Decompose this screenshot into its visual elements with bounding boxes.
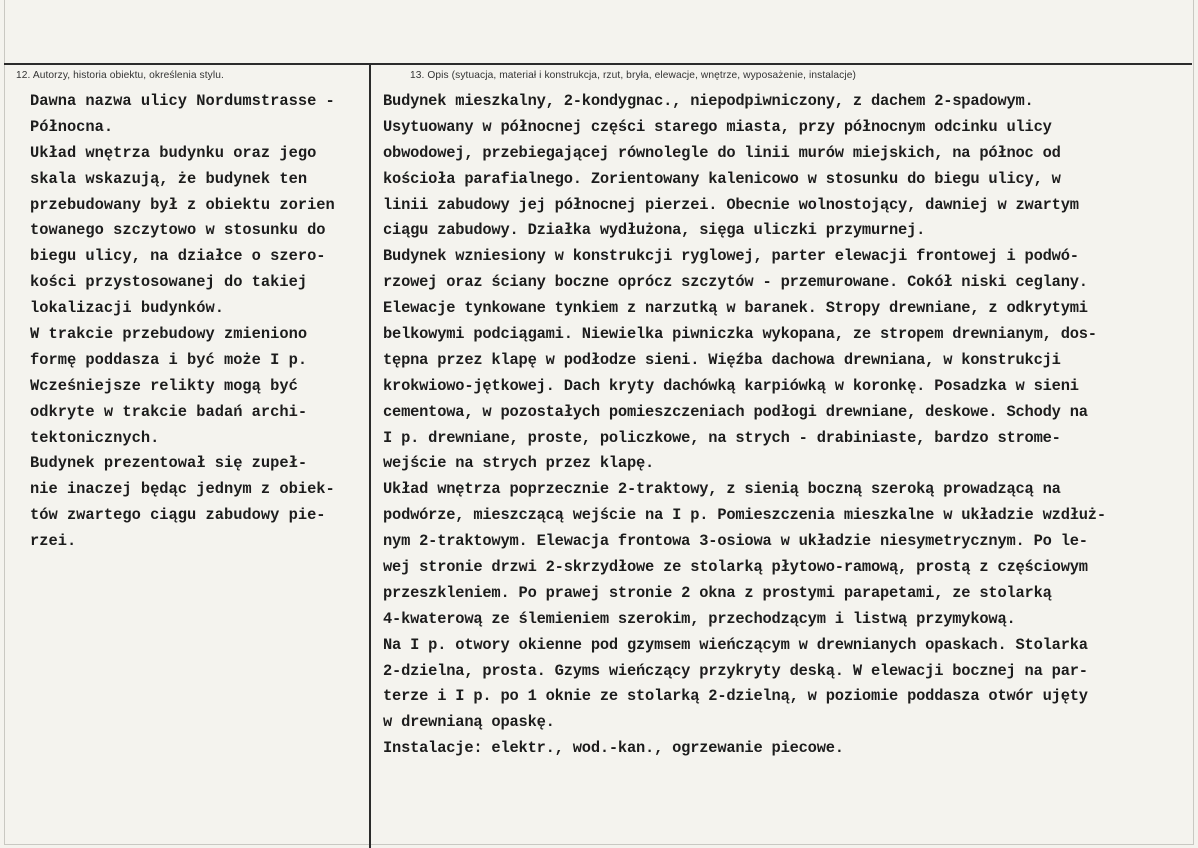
description-line: podwórze, mieszczącą wejście na I p. Pomieszczenia mieszkalne w układzie wzdłuż- [383, 506, 1106, 525]
description-line: obwodowej, przebiegającej równolegle do linii murów miejskich, na północ od [383, 143, 1061, 162]
description-line: Na I p. otwory okienne pod gzymsem wieńczącym w drewnianych opaskach. Stolarka [383, 635, 1088, 654]
description-line: terze i I p. po 1 oknie ze stolarką 2-dzielną, w poziomie poddasza otwór ujęty [383, 687, 1088, 706]
history-line: W trakcie przebudowy zmieniono [30, 325, 308, 344]
description-line: w drewnianą opaskę. [383, 713, 555, 732]
description-line: nym 2-traktowym. Elewacja frontowa 3-osiowa w układzie niesymetrycznym. Po le- [383, 532, 1088, 551]
description-line: wej stronie drzwi 2-skrzydłowe ze stolarką płytowo-ramową, prostą z częściowym [383, 558, 1088, 577]
description-line: Budynek mieszkalny, 2-kondygnac., niepodpiwniczony, z dachem 2-spadowym. [383, 92, 1034, 110]
description-line: krokwiowo-jętkowej. Dach kryty dachówką karpiówką w koronkę. Posadzka w sieni [383, 376, 1079, 395]
history-line: Północna. [30, 117, 114, 136]
history-line: przebudowany był z obiektu zorien [30, 195, 335, 214]
description-line: kościoła parafialnego. Zorientowany kalenicowo w stosunku do biegu ulicy, w [383, 169, 1061, 188]
description-line: ciągu zabudowy. Działka wydłużona, sięga uliczki przymurnej. [383, 221, 926, 240]
history-line: nie inaczej będąc jednym z obiek- [30, 480, 335, 499]
history-line: tektonicznych. [30, 428, 160, 447]
description-line: wejście na strych przez klapę. [383, 454, 655, 473]
column-divider [369, 63, 371, 848]
history-line: skala wskazują, że budynek ten [30, 169, 308, 188]
history-line: rzei. [30, 532, 77, 551]
history-line: Układ wnętrza budynku oraz jego [30, 143, 317, 162]
description-line: Budynek wzniesiony w konstrukcji ryglowej, parter elewacji frontowej i podwó- [383, 247, 1079, 266]
description-line: belkowymi podciągami. Niewielka piwniczka wykopana, ze stropem drewnianym, dos- [383, 325, 1097, 344]
description-line: przeszkleniem. Po prawej stronie 2 okna z prostymi parapetami, ze stolarką [383, 583, 1052, 602]
description-line: I p. drewniane, proste, policzkowe, na strych - drabiniaste, bardzo strome- [383, 428, 1061, 447]
header-divider [4, 63, 1192, 65]
section-12-heading: 12. Autorzy, historia obiektu, określenia stylu. [16, 70, 224, 81]
description-column [383, 89, 1195, 762]
description-line: Układ wnętrza poprzecznie 2-traktowy, z sienią boczną szeroką prowadzącą na [383, 480, 1061, 499]
section-13-heading: 13. Opis (sytuacja, materiał i konstrukcja, rzut, bryła, elewacje, wnętrze, wyposażenie, instalacje) [410, 70, 856, 81]
history-line: kości przystosowanej do takiej [30, 273, 308, 292]
history-line: tów zwartego ciągu zabudowy pie- [30, 506, 326, 525]
description-line: tępna przez klapę w podłodze sieni. Więźba dachowa drewniana, w konstrukcji [383, 350, 1061, 369]
description-line: 4-kwaterową ze ślemieniem szerokim, przechodzącym i listwą przymykową. [383, 609, 1016, 628]
description-line: Instalacje: elektr., wod.-kan., ogrzewanie piecowe. [383, 739, 844, 758]
description-line: linii zabudowy jej północnej pierzei. Obecnie wolnostojący, dawniej w zwartym [383, 195, 1079, 214]
description-line: cementowa, w pozostałych pomieszczeniach podłogi drewniane, deskowe. Schody na [383, 402, 1088, 421]
history-line: odkryte w trakcie badań archi- [30, 402, 308, 421]
history-line: Wcześniejsze relikty mogą być [30, 376, 298, 395]
description-line: rzowej oraz ściany boczne oprócz szczytów - przemurowane. Cokół niski ceglany. [383, 273, 1088, 292]
history-line: biegu ulicy, na działce o szero- [30, 247, 326, 266]
history-line: Budynek prezentował się zupeł- [30, 454, 308, 473]
description-line: Elewacje tynkowane tynkiem z narzutką w baranek. Stropy drewniane, z odkrytymi [383, 299, 1088, 318]
history-line: lokalizacji budynków. [30, 299, 224, 318]
history-line: Dawna nazwa ulicy Nordumstrasse - [30, 92, 335, 110]
history-line: formę poddasza i być może I p. [30, 350, 308, 369]
history-line: towanego szczytowo w stosunku do [30, 221, 326, 240]
description-line: 2-dzielna, prosta. Gzyms wieńczący przykryty deską. W elewacji bocznej na par- [383, 661, 1088, 680]
description-line: Usytuowany w północnej części starego miasta, przy północnym odcinku ulicy [383, 117, 1052, 136]
history-column [30, 89, 368, 555]
